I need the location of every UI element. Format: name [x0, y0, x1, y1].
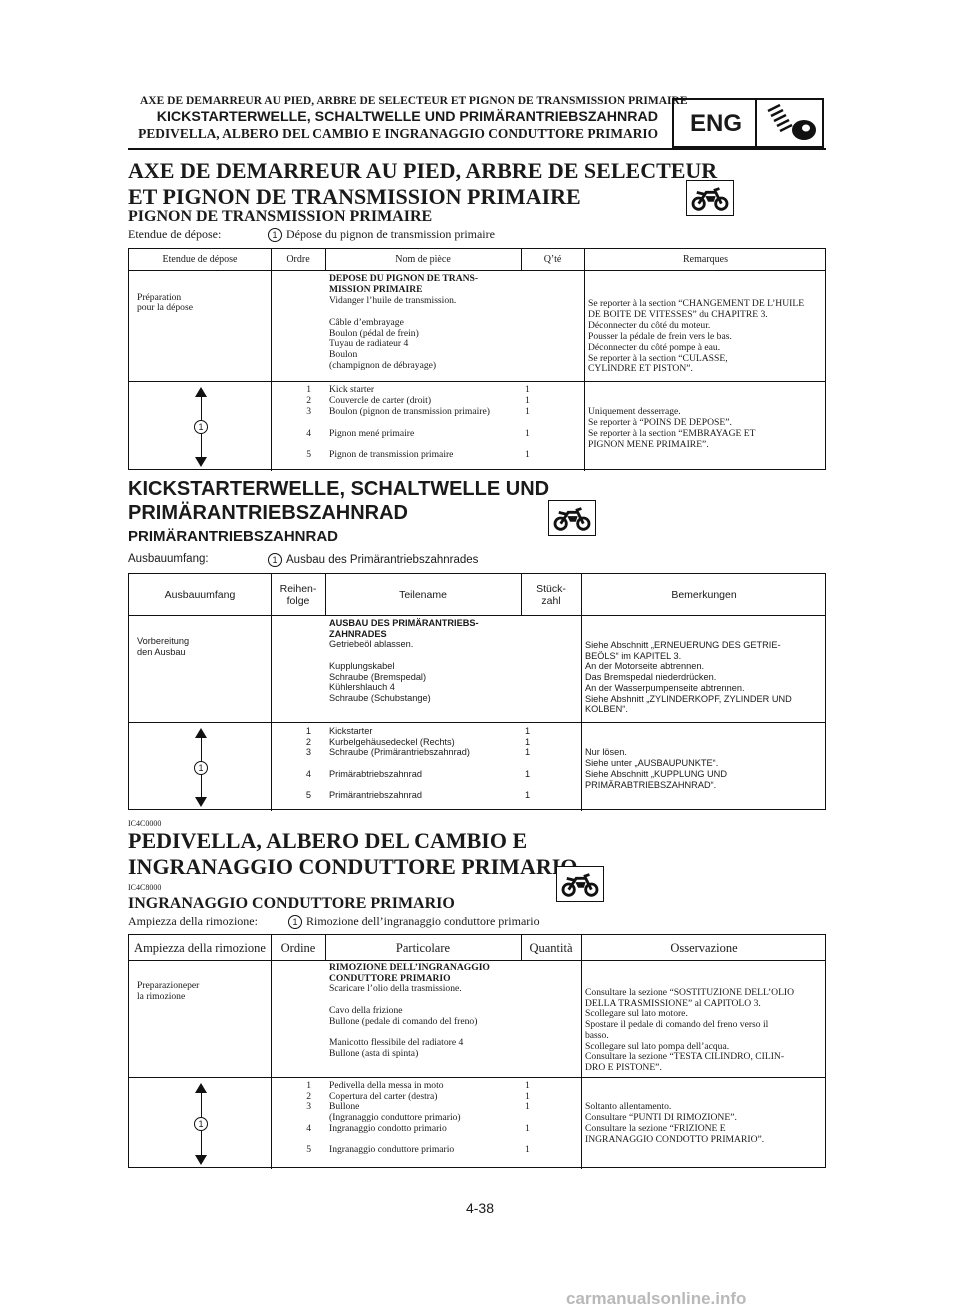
fr-removal-table: [128, 248, 826, 470]
prep-remark: Consultare la sezione “TESTA CILINDRO, CILIN-: [585, 1051, 785, 1063]
range-arrow: [195, 1083, 207, 1165]
fr-subtitle: PIGNON DE TRANSMISSION PRIMAIRE: [128, 208, 433, 225]
arrow-head-down-icon: [195, 797, 207, 807]
header-title-it: PEDIVELLA, ALBERO DEL CAMBIO E INGRANAGGIO CONDUTTORE PRIMARIO: [138, 126, 658, 141]
fr-title-line1: AXE DE DEMARREUR AU PIED, ARBRE DE SELECTEUR: [128, 158, 718, 183]
prep-item: Kühlershlauch 4: [329, 682, 395, 693]
prep-item: ZAHNRADES: [329, 628, 387, 639]
step-quantity: 1: [525, 1080, 530, 1091]
step-remark: Se reporter à “POINS DE DEPOSE”.: [588, 416, 732, 428]
table-column-divider: [521, 935, 522, 961]
range-arrow: [195, 387, 207, 467]
step-part-name: Primärantriebszahnrad: [329, 790, 422, 801]
de-removal-table: [128, 573, 826, 810]
step-quantity: 1: [525, 790, 531, 801]
step-order: 4: [306, 427, 311, 439]
table-column-divider: [581, 574, 582, 811]
step-part-name: Ingranaggio conduttore primario: [329, 1144, 455, 1156]
prep-label: pour la dépose: [137, 302, 193, 314]
spring-coil-icon: [762, 103, 820, 143]
range-label: 1: [194, 420, 208, 434]
table-header-cell: Bemerkungen: [671, 588, 737, 601]
step-part-name: Pignon de transmission primaire: [329, 449, 454, 461]
step-order: 2: [306, 1090, 311, 1102]
prep-item: Kupplungskabel: [329, 660, 395, 671]
step-order: 5: [306, 449, 311, 461]
de-scope-label: Ausbauumfang:: [128, 553, 209, 565]
step-part-name: Boulon (pignon de transmission primaire): [329, 405, 490, 417]
it-doc-code-mid: IC4C8000: [128, 883, 162, 892]
step-quantity: 1: [525, 768, 531, 779]
de-scope-text: Ausbau des Primärantriebszahnrades: [286, 554, 479, 567]
table-row-divider: [129, 381, 825, 382]
table-header-cell: Etendue de dépose: [162, 254, 238, 266]
step-quantity: 1: [525, 449, 530, 461]
prep-item: Scaricare l’olio della trasmissione.: [329, 983, 462, 995]
page-number: 4-38: [465, 1200, 495, 1216]
header-title-fr: AXE DE DEMARREUR AU PIED, ARBRE DE SELECTEUR ET PIGNON DE TRANSMISSION PRIMAIRE: [140, 95, 688, 107]
prep-item: Tuyau de radiateur 4: [329, 338, 409, 350]
de-title-line2: PRIMÄRANTRIEBSZAHNRAD: [128, 502, 408, 524]
table-header-cell: Quantità: [529, 940, 573, 955]
step-quantity: 1: [525, 427, 530, 439]
prep-remark: An der Motorseite abtrennen.: [585, 661, 704, 672]
step-remark: Uniquement desserrage.: [588, 405, 681, 417]
de-scope-number: 1: [268, 553, 282, 567]
table-header-cell: Q’té: [543, 254, 562, 266]
prep-item: Boulon (pédal de frein): [329, 327, 419, 339]
it-title-line1: PEDIVELLA, ALBERO DEL CAMBIO E: [128, 828, 528, 853]
step-part-name: Pedivella della messa in moto: [329, 1080, 444, 1091]
de-subtitle: PRIMÄRANTRIEBSZAHNRAD: [128, 528, 338, 545]
step-remark: Nur lösen.: [585, 747, 627, 758]
step-quantity: 1: [525, 1122, 530, 1134]
it-subtitle: INGRANAGGIO CONDUTTORE PRIMARIO: [128, 895, 455, 912]
step-part-name: Kurbelgehäusedeckel (Rechts): [329, 736, 455, 747]
step-part-name: (Ingranaggio conduttore primario): [329, 1112, 461, 1124]
step-order: 2: [306, 394, 311, 406]
prep-item: (champignon de débrayage): [329, 360, 437, 372]
eng-badge-divider: [755, 98, 757, 148]
step-order: 4: [306, 1122, 311, 1134]
step-order: 5: [305, 790, 311, 801]
table-header-cell: Ausbauumfang: [164, 588, 236, 601]
step-part-name: Pignon mené primaire: [329, 427, 415, 439]
prep-item: CONDUTTORE PRIMARIO: [329, 972, 451, 984]
table-header-cell: Osservazione: [670, 940, 738, 955]
table-header-cell: Teilename: [399, 588, 447, 601]
prep-remark: Siehe Abschnitt „ERNEUERUNG DES GETRIE-: [585, 640, 781, 650]
it-scope-label: Ampiezza della rimozione:: [128, 914, 258, 928]
table-column-divider: [521, 249, 522, 271]
header-title-de: KICKSTARTERWELLE, SCHALTWELLE UND PRIMÄRANTRIEBSZAHNRAD: [156, 109, 658, 125]
prep-item: Schraube (Bremspedal): [329, 671, 427, 682]
step-part-name: Copertura del carter (destra): [329, 1090, 438, 1102]
range-label: 1: [194, 1117, 208, 1131]
step-remark: Consultare “PUNTI DI RIMOZIONE”.: [585, 1112, 737, 1124]
prep-remark: DELLA TRASMISSIONE” al CAPITOLO 3.: [585, 997, 761, 1009]
table-column-divider: [325, 935, 326, 961]
prep-label: Vorbereitung: [137, 636, 190, 647]
prep-remark: Spostare il pedale di comando del freno verso il: [585, 1019, 769, 1031]
prep-item: Schraube (Schubstange): [329, 692, 431, 703]
prep-remark: Siehe Abshnitt „ZYLINDERKOPF, ZYLINDER UND: [585, 693, 792, 704]
prep-item: Vidanger l’huile de transmission.: [329, 294, 457, 306]
table-header-cell: Reihen- folge: [279, 582, 317, 607]
prep-remark: CYLINDRE ET PISTON”.: [588, 363, 693, 375]
prep-remark: DE BOITE DE VITESSES” du CHAPITRE 3.: [588, 308, 768, 320]
step-order: 2: [305, 736, 311, 747]
de-title-line1: KICKSTARTERWELLE, SCHALTWELLE UND: [128, 478, 550, 500]
step-remark: PRIMÄRABTRIEBSZAHNRAD“.: [585, 779, 717, 790]
prep-item: Bullone (asta di spinta): [329, 1047, 419, 1059]
fr-scope-label: Etendue de dépose:: [128, 227, 222, 241]
it-title-line2: INGRANAGGIO CONDUTTORE PRIMARIO: [128, 854, 578, 879]
range-arrow: [195, 728, 207, 807]
prep-item: Getriebeöl ablassen.: [329, 639, 414, 650]
step-quantity: 1: [525, 747, 531, 758]
prep-remark: basso.: [585, 1029, 609, 1041]
step-quantity: 1: [525, 726, 531, 736]
step-order: 1: [305, 726, 311, 736]
table-column-divider: [581, 935, 582, 1169]
step-order: 3: [305, 747, 311, 758]
prep-remark: Déconnecter du côté du moteur.: [588, 319, 711, 331]
fr-scope: [268, 227, 495, 242]
motorcycle-icon: [548, 500, 596, 536]
prep-item: Bullone (pedale di comando del freno): [329, 1015, 478, 1027]
fr-title-line2: ET PIGNON DE TRANSMISSION PRIMAIRE: [128, 184, 581, 209]
step-quantity: 1: [525, 1144, 530, 1156]
table-column-divider: [325, 249, 326, 271]
prep-label: la rimozione: [137, 990, 186, 1002]
prep-remark: Scollegare sul lato pompa dell’acqua.: [585, 1040, 730, 1052]
it-scope-number: 1: [288, 915, 302, 929]
prep-item: AUSBAU DES PRIMÄRANTRIEBS-: [329, 618, 479, 628]
step-remark: Siehe unter „AUSBAUPUNKTE“.: [585, 758, 719, 769]
step-remark: PIGNON MENE PRIMAIRE”.: [588, 438, 709, 450]
table-column-divider: [584, 249, 585, 471]
step-quantity: 1: [525, 384, 530, 395]
table-row-divider: [129, 1077, 825, 1078]
prep-remark: DRO E PISTONE”.: [585, 1061, 662, 1073]
step-remark: INGRANAGGIO CONDOTTO PRIMARIO”.: [585, 1133, 765, 1145]
step-remark: Soltanto allentamento.: [585, 1101, 672, 1113]
it-scope: [288, 914, 540, 929]
step-part-name: Primärabtriebszahnrad: [329, 768, 422, 779]
table-column-divider: [325, 574, 326, 616]
arrow-head-down-icon: [195, 1155, 207, 1165]
table-row-divider: [129, 722, 825, 723]
de-scope: [268, 553, 478, 567]
step-order: 4: [305, 768, 311, 779]
header-rule: [128, 148, 826, 150]
it-removal-table: [128, 934, 826, 1168]
step-part-name: Kick starter: [329, 384, 375, 395]
table-header-cell: Particolare: [395, 940, 451, 955]
prep-remark: Se reporter à la section “CULASSE,: [588, 352, 728, 364]
fr-scope-number: 1: [268, 228, 282, 242]
step-order: 1: [306, 1080, 311, 1091]
prep-label: den Ausbau: [137, 646, 186, 657]
step-remark: Se reporter à la section “EMBRAYAGE ET: [588, 427, 756, 439]
prep-remark: Consultare la sezione “SOSTITUZIONE DELL’OLIO: [585, 987, 795, 998]
step-quantity: 1: [525, 736, 531, 747]
table-header-cell: Stück- zahl: [536, 582, 566, 607]
prep-remark: Déconnecter du côté pompe à eau.: [588, 341, 721, 353]
step-order: 1: [306, 384, 311, 395]
motorcycle-icon: [686, 180, 734, 216]
table-header-cell: Remarques: [683, 254, 728, 266]
prep-label: Préparation: [137, 291, 182, 303]
step-order: 3: [306, 405, 311, 417]
prep-remark: Pousser la pédale de frein vers le bas.: [588, 330, 732, 342]
table-header-cell: Ordre: [286, 254, 310, 266]
range-label: 1: [194, 761, 208, 775]
prep-item: Boulon: [329, 349, 358, 361]
it-doc-code-top: IC4C0000: [128, 819, 162, 828]
it-scope-text: Rimozione dell’ingranaggio conduttore primario: [306, 914, 540, 928]
step-remark: Siehe Abschnitt „KUPPLUNG UND: [585, 768, 727, 779]
prep-remark: KOLBEN“.: [585, 704, 628, 715]
prep-remark: Se reporter à la section “CHANGEMENT DE L’HUILE: [588, 298, 805, 309]
arrow-head-down-icon: [195, 457, 207, 467]
prep-item: Câble d’embrayage: [329, 316, 404, 328]
prep-remark: Scollegare sul lato motore.: [585, 1008, 688, 1020]
table-header-cell: Ampiezza della rimozione: [134, 940, 266, 955]
watermark: carmanualsonline.info: [566, 1289, 747, 1308]
step-remark: Consultare la sezione “FRIZIONE E: [585, 1122, 726, 1134]
step-quantity: 1: [525, 394, 530, 406]
step-quantity: 1: [525, 405, 530, 417]
prep-item: Cavo della frizione: [329, 1004, 403, 1016]
step-order: 5: [306, 1144, 311, 1156]
table-header-cell: Nom de pièce: [395, 254, 451, 266]
fr-scope-text: Dépose du pignon de transmission primaire: [286, 227, 495, 241]
prep-item: DEPOSE DU PIGNON DE TRANS-: [329, 273, 479, 284]
table-header-cell: Ordine: [280, 940, 316, 955]
prep-remark: Das Bremspedal niederdrücken.: [585, 672, 717, 683]
eng-badge-label: ENG: [690, 110, 743, 137]
prep-item: RIMOZIONE DELL’INGRANAGGIO: [329, 962, 490, 973]
step-part-name: Bullone: [329, 1101, 360, 1113]
step-order: 3: [306, 1101, 311, 1113]
prep-item: MISSION PRIMAIRE: [329, 283, 423, 295]
step-part-name: Schraube (Primärantriebszahnrad): [329, 747, 470, 758]
prep-label: Preparazioneper: [137, 980, 200, 992]
step-part-name: Kickstarter: [329, 726, 373, 736]
prep-item: Manicotto flessibile del radiatore 4: [329, 1036, 464, 1048]
step-part-name: Couvercle de carter (droit): [329, 394, 432, 406]
motorcycle-icon: [556, 866, 604, 902]
step-quantity: 1: [525, 1090, 530, 1102]
prep-remark: BEÖLS“ im KAPITEL 3.: [585, 650, 682, 661]
prep-remark: An der Wasserpumpenseite abtrennen.: [585, 682, 745, 693]
step-part-name: Ingranaggio condotto primario: [329, 1122, 447, 1134]
step-quantity: 1: [525, 1101, 530, 1113]
table-column-divider: [521, 574, 522, 616]
